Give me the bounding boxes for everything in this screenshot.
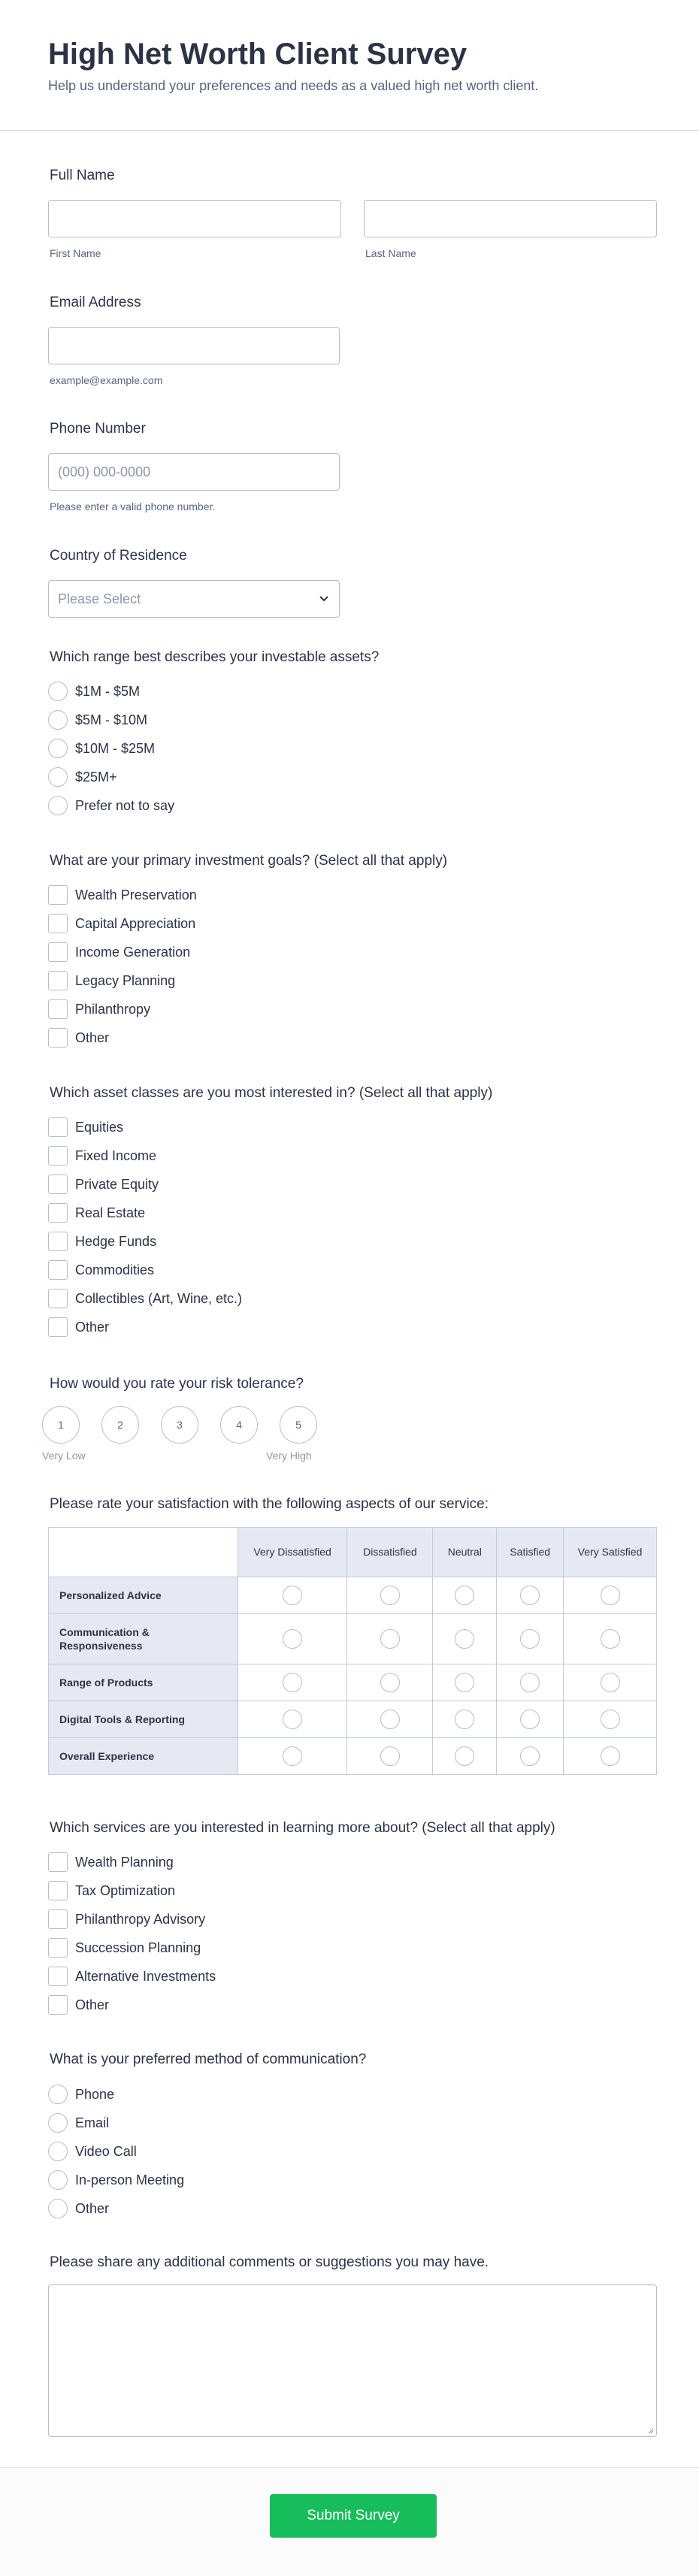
checkbox-icon[interactable] — [48, 885, 68, 905]
matrix-radio[interactable] — [520, 1586, 540, 1605]
checkbox-icon[interactable] — [48, 1317, 68, 1337]
services-options — [48, 1851, 424, 2024]
communication-option[interactable]: Video Call — [48, 2140, 137, 2163]
services-question-label: Which services are you interested in learning more about? (Select all that apply) — [50, 1820, 555, 1836]
checkbox-icon[interactable] — [48, 1995, 68, 2015]
matrix-radio[interactable] — [520, 1746, 540, 1766]
matrix-radio[interactable] — [520, 1629, 540, 1649]
matrix-row-label: Digital Tools & Reporting — [49, 1701, 238, 1738]
goals-options — [48, 884, 424, 1057]
goals-option[interactable]: Capital Appreciation — [48, 912, 195, 935]
checkbox-icon[interactable] — [48, 914, 68, 933]
country-select[interactable] — [48, 580, 340, 618]
matrix-radio[interactable] — [455, 1586, 474, 1605]
goals-option[interactable]: Other — [48, 1026, 109, 1049]
asset-classes-question-label: Which asset classes are you most interested in? (Select all that apply) — [50, 1085, 493, 1101]
matrix-row-label: Range of Products — [49, 1664, 238, 1701]
last-name-sublabel: Last Name — [365, 247, 416, 259]
checkbox-icon[interactable] — [48, 1909, 68, 1929]
risk-scale-option-2[interactable]: 2 — [101, 1406, 139, 1444]
checkbox-icon[interactable] — [48, 1028, 68, 1048]
submit-button[interactable]: Submit Survey — [270, 2494, 437, 2538]
satisfaction-matrix — [48, 1527, 657, 1775]
chevron-down-icon — [319, 596, 328, 602]
matrix-radio[interactable] — [520, 1710, 540, 1729]
services-option[interactable]: Alternative Investments — [48, 1965, 216, 1988]
asset-class-option[interactable]: Equities — [48, 1116, 123, 1138]
matrix-column-header: Satisfied — [497, 1528, 564, 1577]
assets-option[interactable]: $10M - $25M — [48, 737, 155, 760]
matrix-radio[interactable] — [283, 1629, 302, 1649]
asset-class-option[interactable]: Real Estate — [48, 1202, 145, 1224]
communication-option[interactable]: Email — [48, 2112, 109, 2134]
matrix-row — [49, 1577, 657, 1614]
assets-option[interactable]: $25M+ — [48, 766, 117, 788]
resize-handle-icon[interactable] — [646, 2426, 654, 2434]
matrix-radio[interactable] — [380, 1673, 400, 1692]
matrix-radio[interactable] — [601, 1629, 620, 1649]
matrix-radio[interactable] — [601, 1746, 620, 1766]
checkbox-icon[interactable] — [48, 1117, 68, 1137]
last-name-input[interactable] — [364, 200, 657, 237]
radio-icon[interactable] — [48, 710, 68, 730]
matrix-radio[interactable] — [601, 1710, 620, 1729]
risk-scale-option-5[interactable]: 5 — [280, 1406, 317, 1444]
matrix-column-header: Very Satisfied — [564, 1528, 657, 1577]
checkbox-icon[interactable] — [48, 1260, 68, 1280]
radio-icon[interactable] — [48, 682, 68, 701]
risk-question-label: How would you rate your risk tolerance? — [50, 1376, 304, 1392]
matrix-row-label: Overall Experience — [49, 1738, 238, 1775]
risk-scale-option-4[interactable]: 4 — [220, 1406, 258, 1444]
assets-options — [48, 680, 424, 823]
matrix-row — [49, 1738, 657, 1775]
matrix-row — [49, 1664, 657, 1701]
communication-options — [48, 2083, 424, 2226]
matrix-radio[interactable] — [380, 1710, 400, 1729]
matrix-radio[interactable] — [283, 1586, 302, 1605]
radio-icon[interactable] — [48, 2142, 68, 2161]
page-title: High Net Worth Client Survey — [48, 38, 468, 71]
matrix-row-label: Personalized Advice — [49, 1577, 238, 1614]
asset-class-option[interactable]: Fixed Income — [48, 1144, 156, 1167]
communication-option[interactable]: Phone — [48, 2083, 114, 2106]
checkbox-icon[interactable] — [48, 1175, 68, 1194]
country-label: Country of Residence — [50, 548, 187, 564]
comments-question-label: Please share any additional comments or suggestions you may have. — [50, 2254, 489, 2270]
radio-icon[interactable] — [48, 2199, 68, 2218]
full-name-label: Full Name — [50, 168, 115, 183]
matrix-column-header: Neutral — [433, 1528, 497, 1577]
matrix-radio[interactable] — [455, 1629, 474, 1649]
checkbox-icon[interactable] — [48, 1146, 68, 1166]
checkbox-icon[interactable] — [48, 1203, 68, 1223]
asset-classes-options — [48, 1116, 424, 1346]
matrix-radio[interactable] — [455, 1673, 474, 1692]
matrix-row — [49, 1701, 657, 1738]
matrix-radio[interactable] — [520, 1673, 540, 1692]
survey-form — [0, 131, 699, 2456]
radio-icon[interactable] — [48, 767, 68, 787]
matrix-radio[interactable] — [455, 1710, 474, 1729]
matrix-header-row — [49, 1528, 657, 1577]
matrix-radio[interactable] — [380, 1629, 400, 1649]
matrix-row-label: Communication & Responsiveness — [49, 1614, 238, 1664]
risk-scale-option-1[interactable]: 1 — [42, 1406, 80, 1444]
matrix-row — [49, 1614, 657, 1664]
goals-option[interactable]: Income Generation — [48, 941, 190, 963]
matrix-radio[interactable] — [455, 1746, 474, 1766]
checkbox-icon[interactable] — [48, 1881, 68, 1900]
assets-question-label: Which range best describes your investable assets? — [50, 649, 380, 665]
services-option[interactable]: Tax Optimization — [48, 1879, 175, 1902]
risk-high-label: Very High — [266, 1450, 312, 1462]
assets-option[interactable]: $1M - $5M — [48, 680, 140, 703]
page-subtitle: Help us understand your preferences and needs as a valued high net worth client. — [48, 78, 539, 93]
checkbox-icon[interactable] — [48, 971, 68, 990]
form-footer — [0, 2467, 699, 2576]
email-sublabel: example@example.com — [50, 374, 163, 386]
checkbox-icon[interactable] — [48, 1967, 68, 1986]
checkbox-icon[interactable] — [48, 1289, 68, 1308]
goals-option[interactable]: Philanthropy — [48, 998, 150, 1020]
radio-icon[interactable] — [48, 2085, 68, 2104]
asset-class-option[interactable]: Hedge Funds — [48, 1230, 156, 1253]
asset-class-option[interactable]: Collectibles (Art, Wine, etc.) — [48, 1287, 242, 1310]
first-name-input[interactable] — [48, 200, 341, 237]
assets-option[interactable]: Prefer not to say — [48, 794, 174, 817]
checkbox-icon[interactable] — [48, 1852, 68, 1872]
phone-input[interactable]: (000) 000-0000 — [48, 453, 340, 491]
services-option[interactable]: Wealth Planning — [48, 1851, 174, 1873]
checkbox-icon[interactable] — [48, 1232, 68, 1251]
matrix-radio[interactable] — [283, 1710, 302, 1729]
satisfaction-question-label: Please rate your satisfaction with the following aspects of our service: — [50, 1496, 489, 1512]
communication-option[interactable]: Other — [48, 2197, 109, 2220]
matrix-radio[interactable] — [601, 1586, 620, 1605]
radio-icon[interactable] — [48, 2170, 68, 2190]
goals-question-label: What are your primary investment goals? (Select all that apply) — [50, 853, 448, 869]
matrix-radio[interactable] — [283, 1673, 302, 1692]
communication-option[interactable]: In-person Meeting — [48, 2169, 184, 2191]
asset-class-option[interactable]: Other — [48, 1316, 109, 1338]
country-select-placeholder: Please Select — [58, 591, 141, 606]
checkbox-icon[interactable] — [48, 942, 68, 962]
matrix-corner — [49, 1528, 238, 1577]
checkbox-icon[interactable] — [48, 1938, 68, 1958]
risk-low-label: Very Low — [42, 1450, 86, 1462]
services-option[interactable]: Other — [48, 1994, 109, 2016]
matrix-column-header: Dissatisfied — [347, 1528, 433, 1577]
form-header — [0, 0, 699, 131]
matrix-column-header: Very Dissatisfied — [238, 1528, 347, 1577]
goals-option[interactable]: Legacy Planning — [48, 969, 175, 992]
assets-option[interactable]: $5M - $10M — [48, 709, 147, 731]
phone-sublabel: Please enter a valid phone number. — [50, 500, 216, 512]
matrix-radio[interactable] — [380, 1586, 400, 1605]
services-option[interactable]: Philanthropy Advisory — [48, 1908, 205, 1930]
checkbox-icon[interactable] — [48, 999, 68, 1019]
matrix-radio[interactable] — [380, 1746, 400, 1766]
email-field[interactable] — [48, 327, 340, 364]
asset-class-option[interactable]: Commodities — [48, 1259, 154, 1281]
risk-scale-option-3[interactable]: 3 — [161, 1406, 198, 1444]
email-label: Email Address — [50, 295, 141, 310]
matrix-radio[interactable] — [601, 1673, 620, 1692]
matrix-radio[interactable] — [283, 1746, 302, 1766]
radio-icon[interactable] — [48, 739, 68, 758]
radio-icon[interactable] — [48, 796, 68, 815]
first-name-sublabel: First Name — [50, 247, 101, 259]
services-option[interactable]: Succession Planning — [48, 1937, 201, 1959]
phone-label: Phone Number — [50, 421, 146, 437]
communication-question-label: What is your preferred method of communication? — [50, 2051, 367, 2067]
radio-icon[interactable] — [48, 2113, 68, 2133]
asset-class-option[interactable]: Private Equity — [48, 1173, 159, 1196]
comments-textarea[interactable] — [48, 2284, 657, 2437]
goals-option[interactable]: Wealth Preservation — [48, 884, 197, 906]
